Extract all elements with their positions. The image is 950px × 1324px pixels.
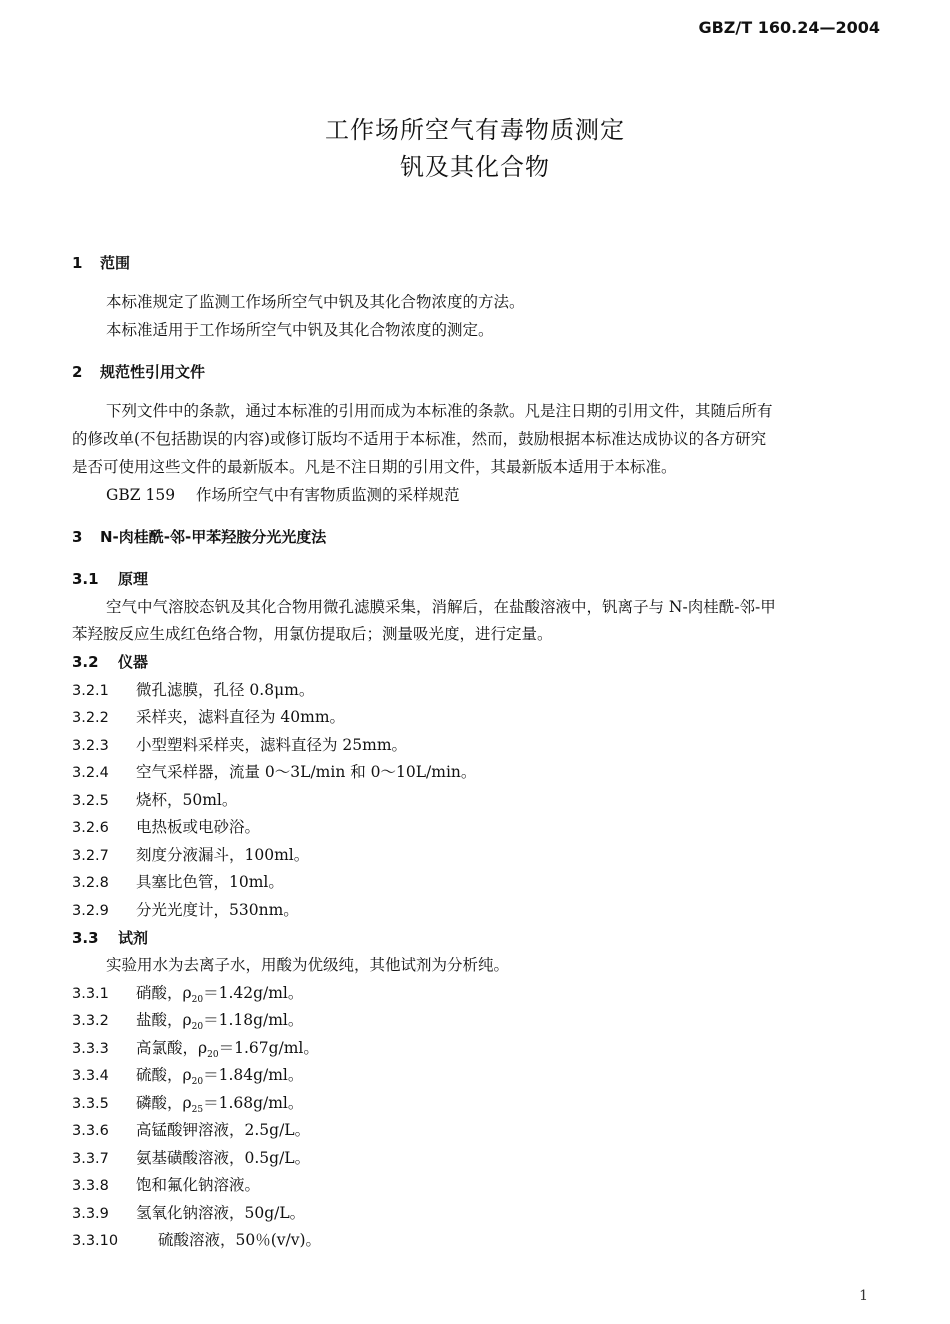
list-item xyxy=(72,705,345,730)
item-number: 3.2.6 xyxy=(72,820,109,836)
list-item xyxy=(72,1008,303,1039)
item-number: 3.3.5 xyxy=(72,1096,109,1112)
item-number: 3.2.4 xyxy=(72,765,109,781)
item-number: 3.3.9 xyxy=(72,1206,109,1222)
item-number: 3.2.7 xyxy=(72,848,109,864)
section-3-3-heading xyxy=(72,926,148,950)
paragraph-line: 空气中气溶胶态钒及其化合物用微孔滤膜采集，消解后，在盐酸溶液中，钒离子与 N-肉桂酰-邻-甲 xyxy=(106,598,776,616)
item-text: 分光光度计，530nm。 xyxy=(136,901,299,919)
paragraph-line: 苯羟胺反应生成红色络合物，用氯仿提取后；测量吸光度，进行定量。 xyxy=(72,625,553,643)
item-number: 3.3.1 xyxy=(72,986,109,1002)
section-3-heading xyxy=(72,525,326,549)
list-item xyxy=(72,733,407,758)
item-value: ＝1.84g/ml。 xyxy=(203,1066,304,1084)
section-title: 仪器 xyxy=(118,653,149,671)
list-item xyxy=(72,1201,305,1226)
item-number: 3.3.2 xyxy=(72,1013,109,1029)
density-subscript: 20 xyxy=(191,995,204,1006)
item-value: ＝1.18g/ml。 xyxy=(203,1011,304,1029)
section-2-heading xyxy=(72,360,205,384)
density-subscript: 25 xyxy=(191,1105,204,1116)
section-number: 3.2 xyxy=(72,653,99,671)
paragraph: 本标准规定了监测工作场所空气中钒及其化合物浓度的方法。 xyxy=(106,293,525,311)
list-item xyxy=(72,788,237,813)
section-number: 3.1 xyxy=(72,570,99,588)
list-item xyxy=(72,1228,321,1253)
section-title: 规范性引用文件 xyxy=(100,363,206,381)
section-number: 3.3 xyxy=(72,929,99,947)
item-number: 3.2.5 xyxy=(72,793,109,809)
section-number: 1 xyxy=(72,254,83,272)
paragraph: 实验用水为去离子水，用酸为优级纯，其他试剂为分析纯。 xyxy=(106,956,510,974)
reference-code: GBZ 159 xyxy=(106,486,176,504)
reference-title: 作场所空气中有害物质监测的采样规范 xyxy=(196,486,460,504)
item-number: 3.3.8 xyxy=(72,1178,109,1194)
paragraph-line: 是否可使用这些文件的最新版本。凡是不注日期的引用文件，其最新版本适用于本标准。 xyxy=(72,458,677,476)
section-3-1-heading xyxy=(72,567,148,591)
section-number: 2 xyxy=(72,363,83,381)
section-number: 3 xyxy=(72,528,83,546)
item-number: 3.3.10 xyxy=(72,1233,119,1249)
paragraph: 本标准适用于工作场所空气中钒及其化合物浓度的测定。 xyxy=(106,321,494,339)
list-item xyxy=(72,843,309,868)
item-number: 3.2.2 xyxy=(72,710,109,726)
item-text: 盐酸，ρ xyxy=(136,1011,192,1029)
section-title: N-肉桂酰-邻-甲苯羟胺分光光度法 xyxy=(100,528,327,546)
section-title: 范围 xyxy=(100,254,131,272)
item-number: 3.3.7 xyxy=(72,1151,109,1167)
document-subtitle: 钒及其化合物 xyxy=(400,153,550,181)
list-item xyxy=(72,1118,310,1143)
document-title: 工作场所空气有毒物质测定 xyxy=(325,116,625,144)
list-item xyxy=(72,760,476,785)
density-subscript: 20 xyxy=(191,1022,204,1033)
list-item xyxy=(72,1173,260,1198)
item-text: 饱和氟化钠溶液。 xyxy=(136,1176,261,1194)
item-value: ＝1.42g/ml。 xyxy=(203,984,304,1002)
list-item xyxy=(72,1146,310,1171)
density-subscript: 20 xyxy=(207,1050,219,1061)
item-text: 硝酸，ρ xyxy=(136,984,192,1002)
paragraph-line: 下列文件中的条款，通过本标准的引用而成为本标准的条款。凡是注日期的引用文件，其随后所有 xyxy=(106,402,773,420)
item-text: 氨基磺酸溶液，0.5g/L。 xyxy=(136,1149,311,1167)
section-1-heading xyxy=(72,251,130,275)
item-text: 高锰酸钾溶液，2.5g/L。 xyxy=(136,1121,311,1139)
item-text: 刻度分液漏斗，100ml。 xyxy=(136,846,310,864)
item-text: 磷酸，ρ xyxy=(136,1094,192,1112)
item-number: 3.2.1 xyxy=(72,683,109,699)
list-item xyxy=(72,898,299,923)
density-subscript: 20 xyxy=(191,1077,204,1088)
item-text: 电热板或电砂浴。 xyxy=(136,818,261,836)
list-item xyxy=(72,1063,303,1094)
paragraph-line: 的修改单(不包括勘误的内容)或修订版均不适用于本标准，然而，鼓励根据本标准达成协议的各方研究 xyxy=(72,430,767,448)
item-text: 微孔滤膜，孔径 0.8μm。 xyxy=(136,681,315,699)
item-number: 3.2.8 xyxy=(72,875,109,891)
item-text: 具塞比色管，10ml。 xyxy=(136,873,284,891)
list-item xyxy=(72,815,260,840)
item-text: 空气采样器，流量 0～3L/min 和 0～10L/min。 xyxy=(136,763,477,781)
section-title: 原理 xyxy=(118,570,149,588)
item-text: 高氯酸，ρ xyxy=(136,1039,208,1057)
item-text: 氢氧化钠溶液，50g/L。 xyxy=(136,1204,306,1222)
section-3-2-heading xyxy=(72,650,148,674)
item-text: 烧杯，50ml。 xyxy=(136,791,238,809)
item-text: 硫酸，ρ xyxy=(136,1066,192,1084)
item-text: 小型塑料采样夹，滤料直径为 25mm。 xyxy=(136,736,408,754)
item-number: 3.3.3 xyxy=(72,1041,109,1057)
list-item xyxy=(72,678,314,703)
normative-reference xyxy=(106,483,460,507)
document-code: GBZ/T 160.24—2004 xyxy=(698,18,880,37)
page-number: 1 xyxy=(859,1288,868,1304)
item-text: 采样夹，滤料直径为 40mm。 xyxy=(136,708,346,726)
item-number: 3.3.6 xyxy=(72,1123,109,1139)
item-text: 硫酸溶液，50％(v/v)。 xyxy=(158,1231,322,1249)
item-number: 3.2.3 xyxy=(72,738,109,754)
item-number: 3.2.9 xyxy=(72,903,109,919)
item-value: ＝1.68g/ml。 xyxy=(203,1094,304,1112)
item-number: 3.3.4 xyxy=(72,1068,109,1084)
list-item xyxy=(72,870,284,895)
item-value: ＝1.67g/ml。 xyxy=(218,1039,319,1057)
section-title: 试剂 xyxy=(118,929,149,947)
